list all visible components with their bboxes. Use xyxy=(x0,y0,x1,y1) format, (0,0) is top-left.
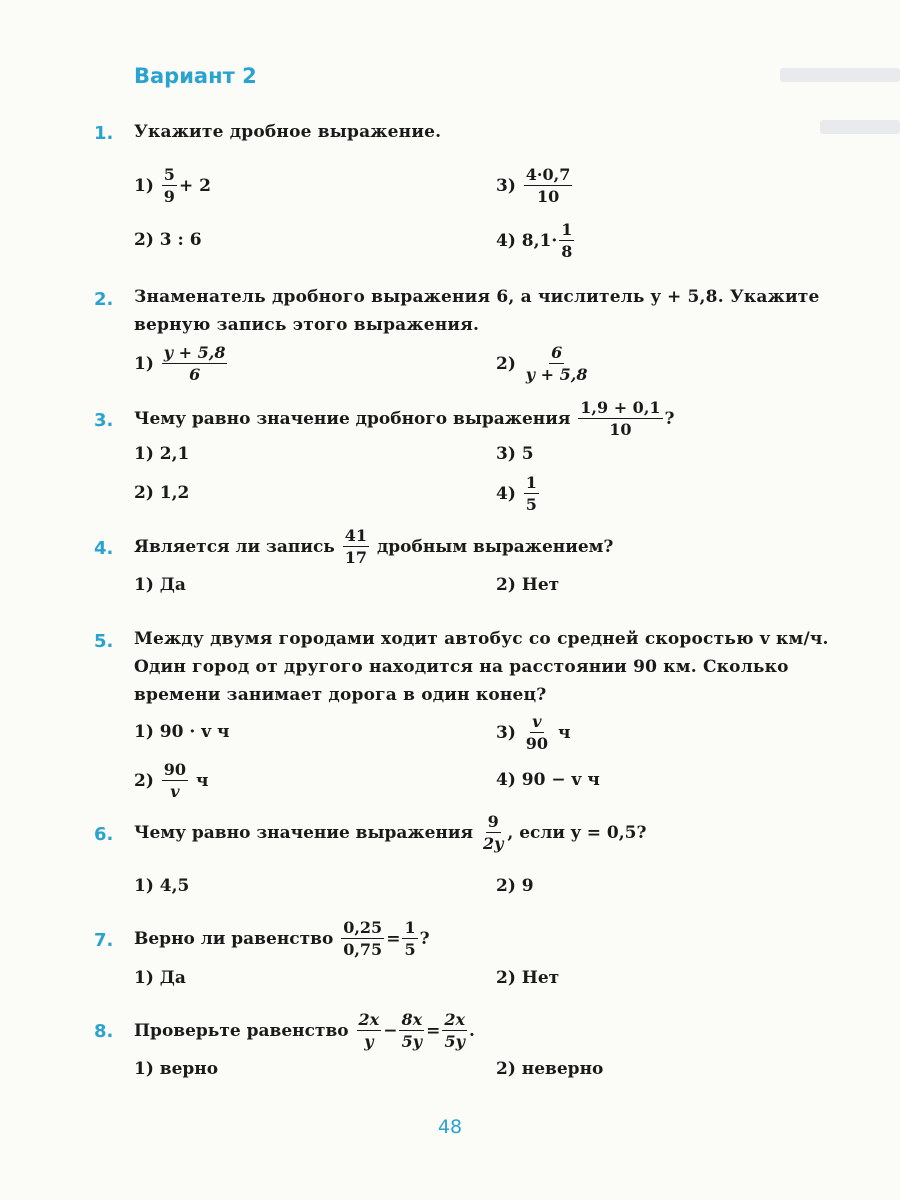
option-label: 2) xyxy=(496,1059,516,1079)
answer-option-2[interactable] xyxy=(496,1059,603,1079)
numerator: 1 xyxy=(561,220,573,239)
question-tail: . xyxy=(469,1020,475,1041)
answer-option-2[interactable] xyxy=(496,575,559,595)
question-number: 2. xyxy=(94,289,114,310)
fraction xyxy=(399,1010,424,1051)
answer-option-3[interactable] xyxy=(496,165,574,206)
unit: ч xyxy=(557,722,571,743)
answer-option-1[interactable] xyxy=(134,722,229,742)
numerator: 5 xyxy=(163,165,175,184)
fraction xyxy=(357,1010,382,1051)
numerator: 8x xyxy=(401,1010,423,1029)
denominator: y xyxy=(364,1032,374,1051)
numerator: 41 xyxy=(344,526,368,545)
fraction xyxy=(578,398,662,439)
fraction xyxy=(442,1010,467,1051)
denominator: 90 xyxy=(525,734,549,753)
option-label: 2) xyxy=(496,353,516,374)
denominator: 10 xyxy=(609,420,632,439)
question-text: Знаменатель дробного выражения 6, а числитель y + 5,8. Укажите верную запись этого выражения. xyxy=(134,287,820,335)
denominator: v xyxy=(170,782,180,801)
option-text: Нет xyxy=(521,968,560,988)
option-text: неверно xyxy=(521,1059,604,1079)
answer-option-2[interactable] xyxy=(134,230,202,250)
option-label: 1) xyxy=(134,1059,154,1079)
fraction xyxy=(524,343,590,384)
numerator: 2x xyxy=(444,1010,466,1029)
denominator: y + 5,8 xyxy=(525,365,588,384)
numerator: 90 xyxy=(163,760,187,779)
numerator: 1,9 + 0,1 xyxy=(580,398,661,417)
question-number: 7. xyxy=(94,930,114,951)
answer-option-4[interactable] xyxy=(496,770,600,790)
expression-tail: + 2 xyxy=(178,175,211,196)
option-text: Да xyxy=(159,575,186,595)
fraction xyxy=(524,712,550,753)
answer-option-1[interactable] xyxy=(134,575,186,595)
question-stem: Верно ли равенство xyxy=(134,928,334,949)
question-number: 6. xyxy=(94,824,114,845)
answer-option-2[interactable] xyxy=(134,483,189,503)
question-text xyxy=(134,1010,475,1051)
question-tail: ? xyxy=(419,928,430,949)
numerator: 0,25 xyxy=(343,918,383,937)
answer-option-4[interactable] xyxy=(496,220,576,261)
denominator: 2y xyxy=(482,834,504,853)
answer-option-1[interactable] xyxy=(134,444,189,464)
option-text: 5 xyxy=(521,444,534,464)
option-label: 1) xyxy=(134,722,154,742)
answer-option-4[interactable] xyxy=(496,473,541,514)
option-label: 1) xyxy=(134,353,154,374)
answer-option-3[interactable] xyxy=(496,444,534,464)
question-number: 4. xyxy=(94,538,114,559)
denominator: 5 xyxy=(404,940,416,959)
option-label: 1) xyxy=(134,968,154,988)
question-tail: , если y = 0,5? xyxy=(507,822,647,843)
option-label: 1) xyxy=(134,175,154,196)
answer-option-2[interactable] xyxy=(496,968,559,988)
denominator: 6 xyxy=(189,365,201,384)
denominator: 17 xyxy=(344,548,368,567)
option-label: 3) xyxy=(496,175,516,196)
page-number: 48 xyxy=(437,1116,463,1138)
equals-sign: = xyxy=(426,1020,441,1041)
question-text xyxy=(134,918,430,959)
question-number: 8. xyxy=(94,1021,114,1042)
option-text: 90 · v ч xyxy=(159,722,230,742)
denominator: 0,75 xyxy=(343,940,383,959)
expression-prefix: 8,1· xyxy=(521,230,558,251)
equals-sign: = xyxy=(386,928,401,949)
option-text: верно xyxy=(159,1059,219,1079)
fraction xyxy=(343,526,369,567)
denominator: 5y xyxy=(444,1032,465,1051)
numerator: 4·0,7 xyxy=(525,165,571,184)
question-number: 1. xyxy=(94,123,114,144)
numerator: y + 5,8 xyxy=(163,343,226,362)
answer-option-1[interactable] xyxy=(134,165,211,206)
question-number: 3. xyxy=(94,410,114,431)
option-text: 90 − v ч xyxy=(521,770,600,790)
option-text: 2,1 xyxy=(159,444,190,464)
fraction xyxy=(559,220,574,261)
question-number: 5. xyxy=(94,631,114,652)
numerator: v xyxy=(532,712,542,731)
numerator: 9 xyxy=(487,812,499,831)
option-label: 2) xyxy=(496,968,516,988)
option-label: 2) xyxy=(134,770,154,791)
fraction xyxy=(162,343,228,384)
question-tail: дробным выражением? xyxy=(376,536,614,557)
minus-sign: − xyxy=(383,1020,398,1041)
variant-title: Вариант 2 xyxy=(134,64,257,88)
option-label: 2) xyxy=(496,575,516,595)
option-text: 3 : 6 xyxy=(159,230,202,250)
answer-option-1[interactable] xyxy=(134,343,229,384)
answer-option-2[interactable] xyxy=(134,760,208,801)
question-text xyxy=(134,812,646,853)
option-text: Нет xyxy=(521,575,560,595)
numerator: 6 xyxy=(551,343,563,362)
fraction xyxy=(524,165,573,206)
question-text xyxy=(134,398,674,439)
question-text xyxy=(134,526,613,567)
bleed-through xyxy=(780,68,900,82)
question-stem: Является ли запись xyxy=(134,536,335,557)
option-text: 4,5 xyxy=(159,876,190,896)
option-label: 1) xyxy=(134,444,154,464)
answer-option-1[interactable] xyxy=(134,876,189,896)
option-label: 1) xyxy=(134,575,154,595)
answer-option-2[interactable] xyxy=(496,343,591,384)
answer-option-3[interactable] xyxy=(496,712,570,753)
fraction xyxy=(402,918,417,959)
option-label: 4) xyxy=(496,230,516,251)
question-tail: ? xyxy=(664,408,675,429)
option-text: Да xyxy=(159,968,186,988)
numerator: 1 xyxy=(525,473,537,492)
denominator: 8 xyxy=(561,242,573,261)
option-label: 4) xyxy=(496,483,516,504)
option-text: 1,2 xyxy=(159,483,190,503)
option-label: 3) xyxy=(496,444,516,464)
question-stem: Чему равно значение выражения xyxy=(134,822,474,843)
fraction xyxy=(481,812,505,853)
denominator: 10 xyxy=(536,187,560,206)
fraction xyxy=(524,473,539,514)
numerator: 2x xyxy=(358,1010,380,1029)
option-label: 2) xyxy=(134,230,154,250)
fraction xyxy=(341,918,384,959)
question-text: Укажите дробное выражение. xyxy=(134,122,442,142)
answer-option-1[interactable] xyxy=(134,968,186,988)
denominator: 5 xyxy=(525,495,537,514)
question-stem: Чему равно значение дробного выражения xyxy=(134,408,571,429)
answer-option-1[interactable] xyxy=(134,1059,218,1079)
option-label: 4) xyxy=(496,770,516,790)
option-label: 2) xyxy=(496,876,516,896)
option-label: 3) xyxy=(496,722,516,743)
fraction xyxy=(162,760,188,801)
answer-option-2[interactable] xyxy=(496,876,534,896)
denominator: 9 xyxy=(163,187,175,206)
numerator: 1 xyxy=(404,918,416,937)
option-label: 2) xyxy=(134,483,154,503)
option-label: 1) xyxy=(134,876,154,896)
option-text: 9 xyxy=(521,876,534,896)
unit: ч xyxy=(195,770,209,791)
question-stem: Проверьте равенство xyxy=(134,1020,349,1041)
fraction xyxy=(162,165,177,206)
denominator: 5y xyxy=(401,1032,422,1051)
question-text: Между двумя городами ходит автобус со средней скоростью v км/ч. Один город от другого находится на расстоянии 90 км. Сколько времени занимает дорога в один конец? xyxy=(134,629,829,705)
